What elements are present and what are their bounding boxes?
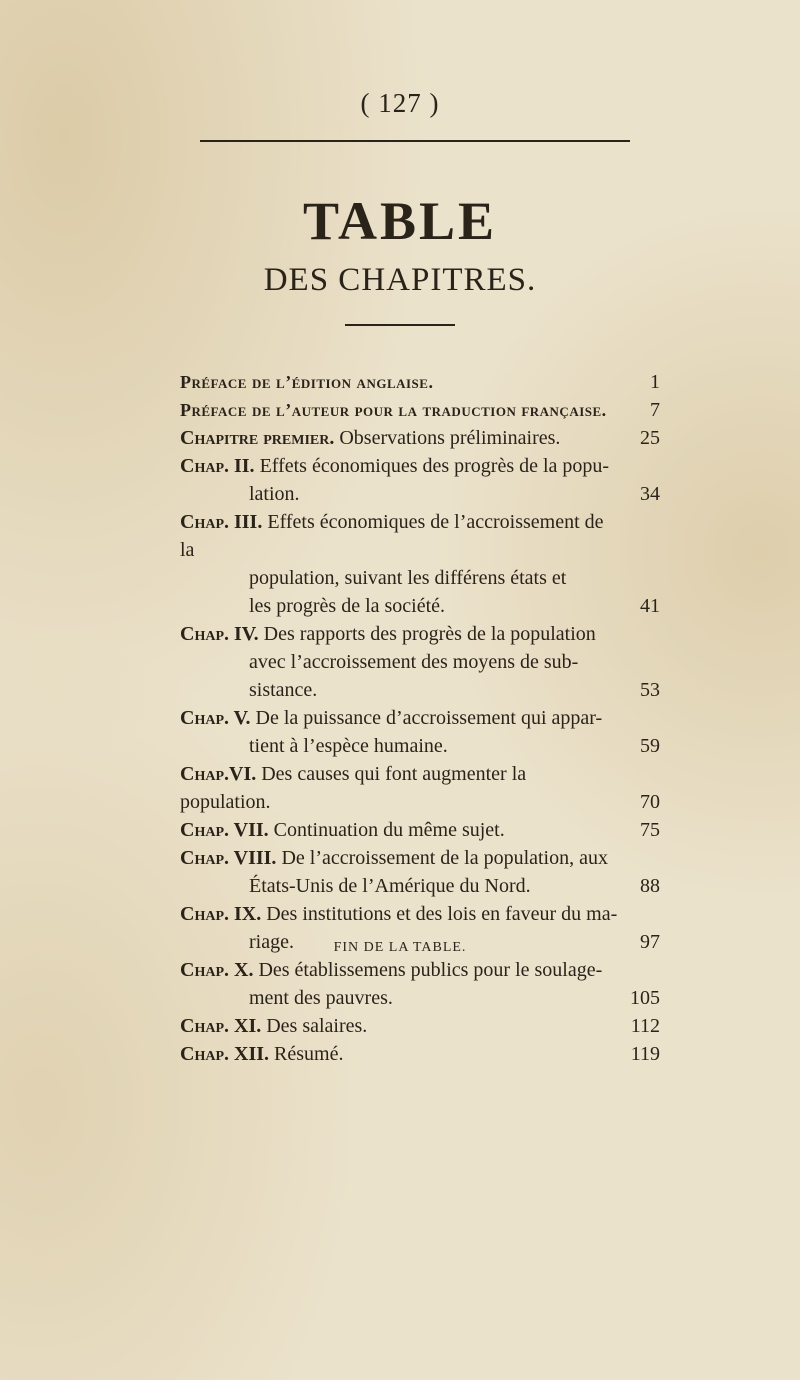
toc-entry-text: Des établissemens publics pour le soulage- [258, 959, 603, 981]
toc-entry-text: De l’accroissement de la population, aux [281, 847, 608, 869]
toc-entry-text: tient à l’espèce humaine. [249, 735, 448, 757]
toc-entry [180, 760, 660, 816]
toc-entry-text: Préface de l’auteur pour la traduction française. [180, 400, 607, 420]
toc-entry-page: 97 [640, 931, 660, 953]
page-number: ( 127 ) [360, 88, 440, 118]
page-subtitle: DES CHAPITRES. [263, 262, 537, 298]
toc-entry-text: Préface de l’édition anglaise. [180, 372, 434, 392]
toc-entry-text: Effets économiques de l’accroissement de la [180, 511, 604, 561]
toc-entry [180, 816, 660, 844]
toc-entry-page: 70 [640, 791, 660, 813]
toc-entry-label: Chap. IX. [180, 903, 262, 925]
toc-entry-page: 1 [650, 371, 660, 393]
toc-entry-text: Effets économiques des progrès de la popu- [259, 455, 610, 477]
toc-entry-text: Des causes qui font augmenter la population. [180, 763, 527, 813]
toc-entry-text: population, suivant les différens états et [249, 567, 567, 589]
toc-entry-text: avec l’accroissement des moyens de sub- [249, 651, 579, 673]
toc-entry-page: 41 [640, 595, 660, 617]
toc-entry-text: Des salaires. [266, 1015, 368, 1037]
toc-entry-page: 53 [640, 679, 660, 701]
toc-entry-page: 105 [630, 987, 660, 1009]
toc-entry-page: 75 [640, 819, 660, 841]
toc-entry-text: les progrès de la société. [249, 595, 446, 617]
toc-entry-label: Chap. III. [180, 511, 263, 533]
toc-entry-label: Chapitre premier. [180, 427, 335, 449]
toc-entry-page: 112 [630, 1015, 660, 1037]
toc-entry-label: Chap. IV. [180, 623, 259, 645]
toc-entry-text: Des rapports des progrès de la population [263, 623, 596, 645]
toc-entry-label: Chap. VII. [180, 819, 269, 841]
table-of-contents [180, 368, 660, 1068]
toc-entry-text: États-Unis de l’Amérique du Nord. [249, 875, 531, 897]
toc-entry [180, 1040, 660, 1068]
toc-entry-text: riage. [249, 931, 294, 953]
toc-entry-page: 34 [640, 483, 660, 505]
title-rule [345, 324, 455, 326]
toc-entry-page: 88 [640, 875, 660, 897]
toc-entry-page: 25 [640, 427, 660, 449]
toc-entry-text: ment des pauvres. [249, 987, 393, 1009]
page-title: TABLE [302, 191, 498, 251]
toc-entry-text: sistance. [249, 679, 318, 701]
toc-entry [180, 704, 660, 760]
toc-entry [180, 396, 660, 424]
toc-entry-label: Chap.VI. [180, 763, 257, 785]
toc-entry [180, 424, 660, 452]
toc-entry-page: 119 [630, 1043, 660, 1065]
toc-entry-label: Chap. VIII. [180, 847, 277, 869]
end-note: FIN DE LA TABLE. [333, 940, 467, 955]
toc-entry-label: Chap. II. [180, 455, 255, 477]
toc-entry-page: 7 [650, 399, 660, 421]
toc-entry-label: Chap. XI. [180, 1015, 262, 1037]
toc-entry-text: Continuation du même sujet. [273, 819, 505, 841]
toc-entry [180, 1012, 660, 1040]
header-rule [200, 140, 630, 142]
toc-entry [180, 508, 660, 620]
toc-entry [180, 956, 660, 1012]
toc-entry-page: 59 [640, 735, 660, 757]
toc-entry-text: lation. [249, 483, 300, 505]
toc-entry-label: Chap. XII. [180, 1043, 270, 1065]
toc-entry-text: Résumé. [274, 1043, 344, 1065]
toc-entry [180, 452, 660, 508]
toc-entry [180, 620, 660, 704]
toc-entry-text: De la puissance d’accroissement qui appar- [255, 707, 603, 729]
toc-entry [180, 368, 660, 396]
toc-entry-label: Chap. X. [180, 959, 254, 981]
toc-entry-text: Des institutions et des lois en faveur du ma- [266, 903, 618, 925]
toc-entry-label: Chap. V. [180, 707, 251, 729]
toc-entry [180, 844, 660, 900]
toc-entry-text: Observations préliminaires. [339, 427, 561, 449]
